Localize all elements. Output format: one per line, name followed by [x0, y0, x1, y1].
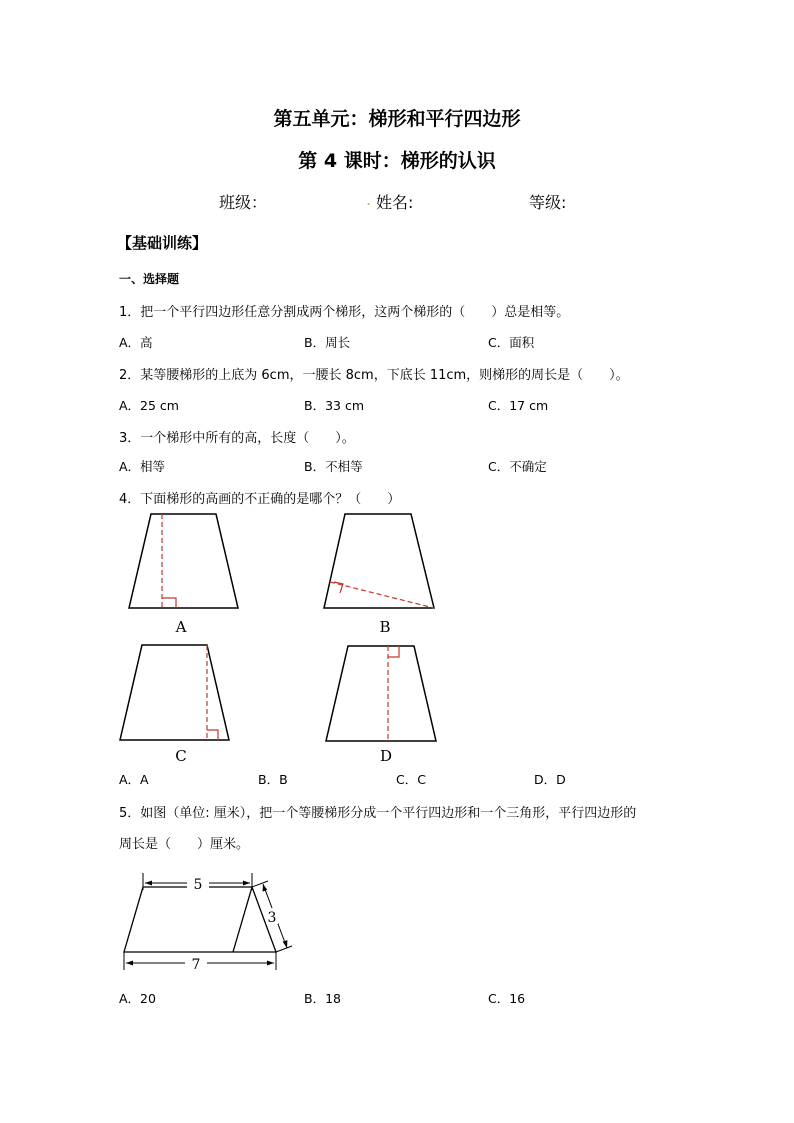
trapezoid-a-figure	[129, 514, 238, 636]
q5-option-a[interactable]: A．20	[119, 991, 156, 1006]
q5-option-c[interactable]: C．16	[488, 991, 526, 1006]
lesson-title: 第 4 课时：梯形的认识	[298, 150, 496, 172]
question-5-line-1: 5．如图（单位: 厘米），把一个等腰梯形分成一个平行四边形和一个三角形，平行四边形的	[119, 806, 637, 821]
q1-option-b[interactable]: B．周长	[304, 335, 351, 350]
question-1: 1．把一个平行四边形任意分割成两个梯形，这两个梯形的（ ）总是相等。	[119, 305, 570, 320]
q4-option-d[interactable]: D．D	[534, 772, 566, 787]
figure-b-label: B	[379, 618, 391, 636]
q3-option-a[interactable]: A．相等	[119, 459, 166, 474]
dimension-side-3: 3	[267, 910, 277, 926]
q2-option-a[interactable]: A．25 cm	[119, 398, 179, 413]
q3-option-c[interactable]: C．不确定	[488, 459, 547, 474]
question-3: 3．一个梯形中所有的高，长度（ ）。	[119, 431, 355, 446]
dimension-bottom-7: 7	[191, 957, 201, 973]
question-5-line-2: 周长是（ ）厘米。	[119, 837, 250, 852]
class-label: 班级：	[219, 193, 268, 212]
figure-c-label: C	[175, 747, 187, 765]
unit-title: 第五单元：梯形和平行四边形	[273, 108, 521, 130]
trapezoid-b-figure	[324, 514, 434, 636]
q4-option-a[interactable]: A．A	[119, 772, 149, 787]
grade-label: 等级:	[529, 193, 567, 212]
q2-option-c[interactable]: C．17 cm	[488, 398, 549, 413]
q1-option-c[interactable]: C．面积	[488, 335, 535, 350]
figure-d-label: D	[379, 747, 393, 765]
question-2: 2．某等腰梯形的上底为 6cm，一腰长 8cm，下底长 11cm，则梯形的周长是（ ）。	[119, 368, 629, 383]
trapezoid-d-figure	[326, 646, 436, 765]
q5-option-b[interactable]: B．18	[304, 991, 341, 1006]
q4-option-c[interactable]: C．C	[396, 772, 426, 787]
q2-option-b[interactable]: B．33 cm	[304, 398, 365, 413]
section-title: 【基础训练】	[117, 234, 208, 252]
question-4: 4．下面梯形的高画的不正确的是哪个？（ ）	[119, 492, 401, 507]
figure-a-label: A	[175, 618, 187, 636]
subsection-title: 一、选择题	[119, 272, 180, 286]
trapezoid-c-figure	[120, 645, 229, 765]
dimension-top-5: 5	[193, 877, 203, 893]
q1-option-a[interactable]: A．高	[119, 335, 153, 350]
q4-option-b[interactable]: B．B	[258, 772, 288, 787]
q5-trapezoid-figure	[124, 873, 292, 973]
q3-option-b[interactable]: B．不相等	[304, 459, 363, 474]
name-label: 姓名:	[376, 193, 414, 212]
separator-dot: .	[366, 190, 372, 209]
